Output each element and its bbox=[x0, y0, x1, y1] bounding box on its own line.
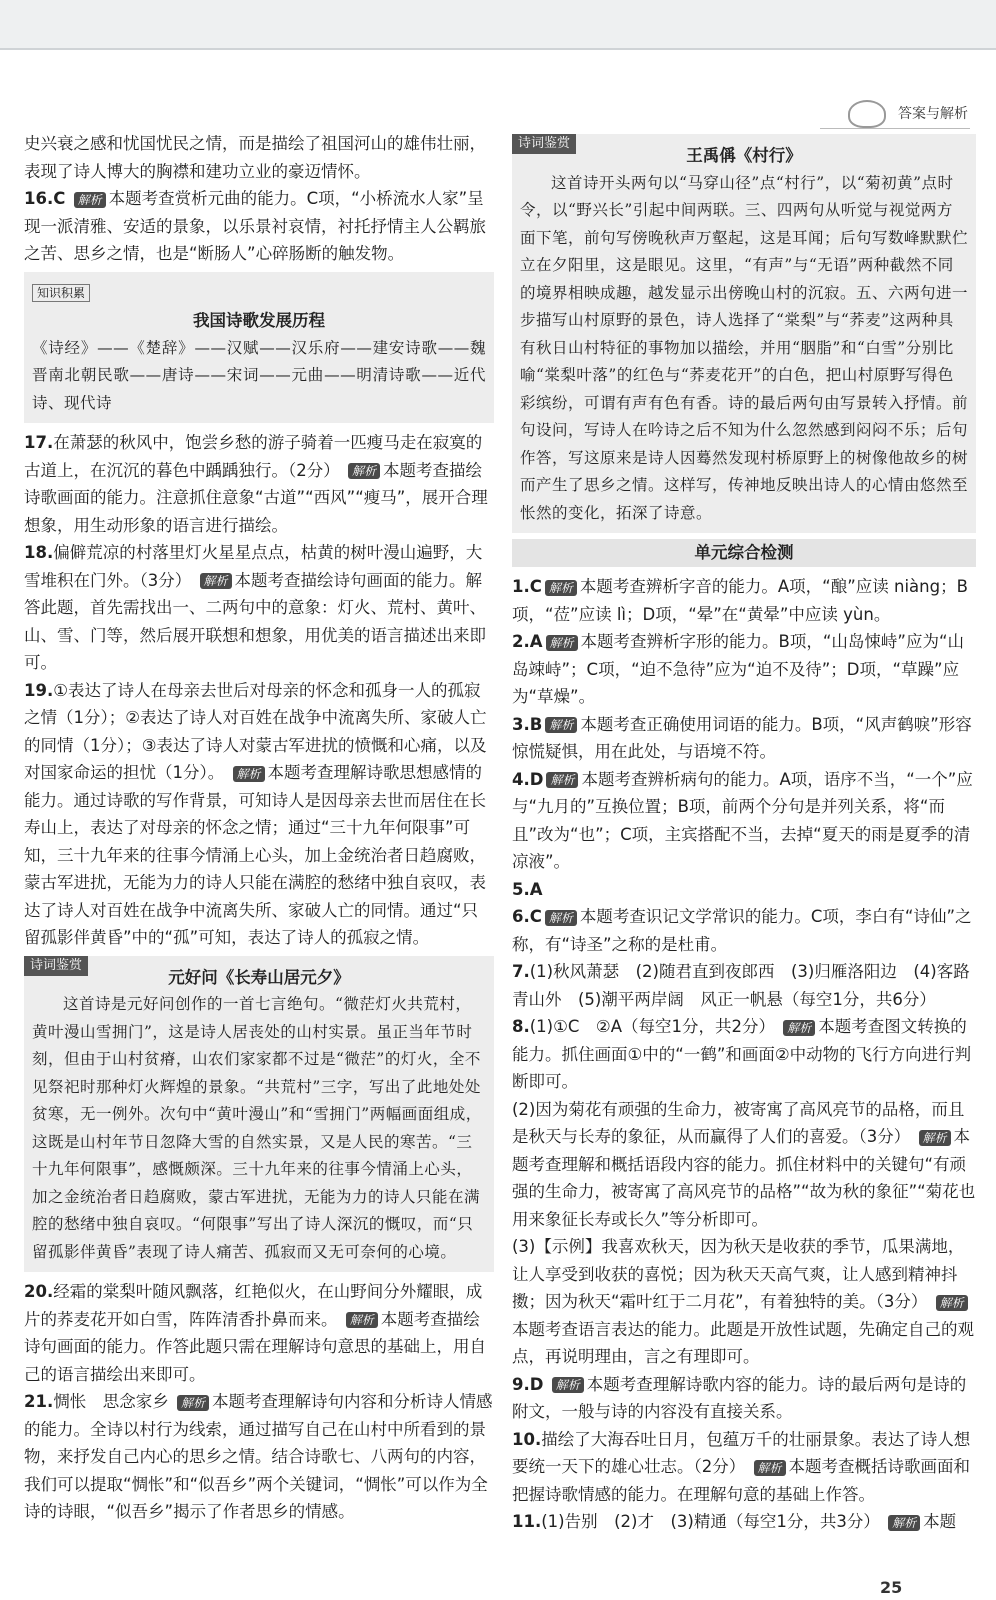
poem-label: 诗词鉴赏 bbox=[512, 134, 576, 154]
analysis-tag: 解析 bbox=[936, 1295, 968, 1311]
poem-box-left bbox=[24, 956, 494, 1273]
answer-16: 16.C 解析 本题考查赏析元曲的能力。C项，“小桥流水人家”呈现一派清雅、安适的景象，以乐景衬哀情，衬托抒情主人公羁旅之苦、思乡之情，也是“断肠人”心碎肠断的触发物。 bbox=[24, 189, 486, 263]
item-answer: B bbox=[529, 714, 543, 734]
item-answer: C bbox=[529, 577, 542, 596]
item-text: 本题考查辨析病句的能力。A项，语序不当，“一个”应与“九月的”互换位置；B项，前两个分句是并列关系，将“而且”改为“也”；C项，主宾搭配不当，去掉“夏天的雨是夏季的清凉液”。 bbox=[512, 769, 973, 871]
mascot-icon bbox=[848, 100, 886, 128]
analysis-tag: 解析 bbox=[346, 1312, 378, 1328]
analysis-tag: 解析 bbox=[348, 463, 380, 479]
item-text: 本题考查辨析字音的能力。A项，“酿”应读 niàng；B项，“莅”应读 lì；D项，“晕”在“黄晕”中应读 yùn。 bbox=[512, 577, 968, 624]
poem-label: 诗词鉴赏 bbox=[24, 956, 88, 976]
analysis-tag: 解析 bbox=[783, 1020, 815, 1036]
poem-body: 这首诗开头两句以“马穿山径”点“村行”，以“菊初黄”点时令，以“野兴长”引起中间两联。三、四两句从听觉与视觉两方面下笔，前句写傍晚秋声万壑起，这是耳闻；后句写数峰默默伫立在夕阳里，这是眼见。这里，“有声”与“无语”两种截然不同的境界相映成趣，越发显示出傍晚山村的沉寂。五、六两句进一步描写山村原野的景色，诗人选择了“棠梨”与“荞麦”这两种具有秋日山村特征的事物加以描绘，并用“胭脂”和“白雪”分别比喻“棠梨叶落”的红色与“荞麦花开”的白色，把山村原野写得色彩缤纷，可谓有声有色有香。诗的最后两句由写景转入抒情。前句设问，写诗人在吟诗之后不知为什么忽然感到闷闷不乐；后句作答，写这原来是诗人因蓦然发现村桥原野上的树像他故乡的树而产生了思乡之情。这样写，传神地反映出诗人的心情由悠然至怅然的变化，拓深了诗意。 bbox=[520, 173, 969, 522]
poem-body: 这首诗是元好问创作的一首七言绝句。“微茫灯火共荒村，黄叶漫山雪拥门”，这是诗人居丧处的山村实景。虽正当年节时刻，但由于山村贫瘠，山农们家家都不过是“微茫”的灯火，全不见祭祀时那种灯火辉煌的景象。“共荒村”三字，写出了此地处处贫寒，无一例外。次句中“黄叶漫山”和“雪拥门”两幅画面组成，这既是山村年节日忽降大雪的自然实景，又是人民的寒苦。“三十九年何限事”，感慨颇深。三十九年来的往事今情涌上心头，加之金统治者日趋腐败，蒙古军进扰，无能为力的诗人只能在满腔的愁绪中独自哀叹。“何限事”写出了诗人深沉的慨叹，而“只留孤影伴黄昏”表现了诗人痛苦、孤寂而又无可奈何的心境。 bbox=[32, 995, 482, 1261]
answer-17: 17.在萧瑟的秋风中，饱尝乡愁的游子骑着一匹瘦马走在寂寞的古道上，在沉沉的暮色中踽踽独行。（2分） 解析 本题考查描绘诗歌画面的能力。注意抓住意象“古道”“西风”“瘦马”，展开合理想象，用生动形象的语言进行描绘。 bbox=[24, 433, 488, 535]
header-title: 答案与解析 bbox=[898, 106, 968, 122]
answer-19: 19.①表达了诗人在母亲去世后对母亲的怀念和孤身一人的孤寂之情（1分）；②表达了诗人对百姓在战争中流离失所、家破人亡的同情（1分）；③表达了诗人对蒙古军进扰的愤慨和心痛，以及对国家命运的担忧（1分）。 解析 本题考查理解诗歌思想感情的能力。通过诗歌的写作背景，可知诗人是因母亲去世而居住在长寿山上，表达了对母亲的怀念之情；通过“三十九年何限事”可知，三十九年来的往事今情涌上心头，加上金统治者日趋腐败，蒙古军进扰，无能为力的诗人只能在满腔的愁绪中独自哀叹，表达了诗人对百姓在战争中流离失所、家破人亡的同情。通过“只留孤影伴黄昏”中的“孤”可知，表达了诗人的孤寂之情。 bbox=[24, 680, 487, 947]
knowledge-label: 知识积累 bbox=[32, 284, 90, 302]
answer-21: 21.惆怅 思念家乡 解析 本题考查理解诗句内容和分析诗人情感的能力。全诗以村行为线索，通过描写自己在山村中所看到的景物，来抒发自己内心的思乡之情。结合诗歌七、八两句的内容，我们可以提取“惆怅”和“似吾乡”两个关键词，“惆怅”可以作为全诗的诗眼，“似吾乡”揭示了作者思乡的情感。 bbox=[24, 1392, 493, 1521]
answer-item bbox=[512, 711, 976, 766]
item-number: 1. bbox=[512, 577, 530, 596]
item-answer: A bbox=[529, 632, 543, 651]
poem-title: 王禹偁《村行》 bbox=[686, 146, 802, 165]
answer-item bbox=[512, 628, 976, 711]
answer-7: 7.(1)秋风萧瑟 (2)随君直到夜郎西 (3)归雁洛阳边 (4)客路青山外 (5)潮平两岸阔 风正一帆悬（每空1分，共6分） bbox=[512, 962, 970, 1009]
poem-title: 元好问《长寿山居元夕》 bbox=[168, 967, 350, 987]
item-number: 5. bbox=[512, 879, 530, 899]
answer-list bbox=[512, 573, 976, 958]
analysis-tag: 解析 bbox=[754, 1460, 786, 1476]
page-number: 25 bbox=[880, 1578, 903, 1597]
knowledge-body: 《诗经》——《楚辞》——汉赋——汉乐府——建安诗歌——魏晋南北朝民歌——唐诗——宋词——元曲——明清诗歌——近代诗、现代诗 bbox=[32, 338, 486, 412]
header-rule bbox=[820, 128, 970, 129]
poem-box-right bbox=[512, 134, 976, 533]
answer-8-3: (3)【示例】我喜欢秋天，因为秋天是收获的季节，瓜果满地，让人享受到收获的喜悦；因为秋天天高气爽，让人感到精神抖擞；因为秋天“霜叶红于二月花”，有着独特的美。（3分） 解析本题考查语言表达的能力。此题是开放性试题，先确定自己的观点，再说明理由，言之有理即可。 bbox=[512, 1237, 974, 1366]
item-number: 3. bbox=[512, 714, 530, 734]
analysis-tag: 解析 bbox=[233, 766, 265, 782]
item-number: 2. bbox=[512, 632, 530, 651]
analysis-tag: 解析 bbox=[545, 717, 577, 733]
analysis-tag: 解析 bbox=[552, 1377, 584, 1393]
knowledge-title: 我国诗歌发展历程 bbox=[193, 311, 325, 330]
answer-8: 8.(1)①C ②A（每空1分，共2分） 解析 本题考查图文转换的能力。抓住画面①中的“一鹤”和画面②中动物的飞行方向进行判断即可。 bbox=[512, 1017, 972, 1091]
answer-9: 9.D 解析 本题考查理解诗歌内容的能力。诗的最后两句是诗的附文，一般与诗的内容没有直接关系。 bbox=[512, 1374, 967, 1421]
item-answer: A bbox=[529, 879, 543, 899]
answer-8-2: (2)因为菊花有顽强的生命力，被寄寓了高风亮节的品格，而且是秋天与长寿的象征，从而赢得了人们的喜爱。（3分） 解析 本题考查理解和概括语段内容的能力。抓住材料中的关键句“有顽强的生命力，被寄寓了高风亮节的品格”“故为秋的象征”“菊花也用来象征长寿或长久”等分析即可。 bbox=[512, 1099, 976, 1229]
item-text: 本题考查辨析字形的能力。B项，“山岛悚峙”应为“山岛竦峙”；C项，“迫不急待”应为“迫不及待”；D项，“草躁”应为“草燥”。 bbox=[512, 632, 965, 706]
answer-item bbox=[512, 903, 976, 958]
item-number: 4. bbox=[512, 769, 530, 789]
answer-10: 10.描绘了大海吞吐日月，包蕴万千的壮丽景象。表达了诗人想要统一天下的雄心壮志。（2分） 解析 本题考查概括诗歌画面和把握诗歌情感的能力。在理解句意的基础上作答。 bbox=[512, 1429, 971, 1504]
item-number: 6. bbox=[512, 907, 530, 926]
answer-item bbox=[512, 766, 976, 876]
page-header bbox=[848, 100, 968, 128]
item-answer: C bbox=[529, 907, 542, 926]
section-title: 单元综合检测 bbox=[512, 539, 976, 567]
answer-item bbox=[512, 573, 976, 628]
analysis-tag: 解析 bbox=[888, 1515, 920, 1531]
knowledge-box bbox=[24, 272, 494, 424]
right-column bbox=[512, 130, 976, 1536]
answer-20: 20.经霜的棠梨叶随风飘落，红艳似火，在山野间分外耀眼，成片的荞麦花开如白雪，阵阵清香扑鼻而来。 解析 本题考查描绘诗句画面的能力。作答此题只需在理解诗句意思的基础上，用自己的语言描绘出来即可。 bbox=[24, 1282, 486, 1384]
analysis-tag: 解析 bbox=[177, 1395, 209, 1411]
analysis-tag: 解析 bbox=[919, 1130, 951, 1146]
analysis-tag: 解析 bbox=[546, 635, 578, 651]
continued-text: 史兴衰之感和忧国忧民之情，而是描绘了祖国河山的雄伟壮丽，表现了诗人博大的胸襟和建功立业的豪迈情怀。 bbox=[24, 134, 486, 181]
left-column bbox=[24, 130, 494, 1526]
answer-11: 11.(1)告别 (2)才 (3)精通（每空1分，共3分） 解析 本题 bbox=[512, 1512, 957, 1531]
answer-item bbox=[512, 876, 976, 904]
analysis-tag: 解析 bbox=[74, 192, 106, 208]
analysis-tag: 解析 bbox=[546, 772, 578, 788]
analysis-tag: 解析 bbox=[200, 573, 232, 589]
item-text: 本题考查正确使用词语的能力。B项，“风声鹤唳”形容惊慌疑惧，用在此处，与语境不符。 bbox=[512, 714, 972, 761]
item-text: 本题考查识记文学常识的能力。C项，李白有“诗仙”之称，有“诗圣”之称的是杜甫。 bbox=[512, 907, 972, 954]
item-answer: D bbox=[529, 769, 544, 789]
answer-18: 18.偏僻荒凉的村落里灯火星星点点，枯黄的树叶漫山遍野，大雪堆积在门外。（3分） 解析 本题考查描绘诗句画面的能力。解答此题，首先需找出一、二两句中的意象：灯火、荒村、黄叶、山、雪、门等，然后展开联想和想象，用优美的语言描述出来即可。 bbox=[24, 543, 486, 672]
analysis-tag: 解析 bbox=[545, 910, 577, 926]
top-band bbox=[0, 0, 996, 50]
analysis-tag: 解析 bbox=[545, 580, 577, 596]
